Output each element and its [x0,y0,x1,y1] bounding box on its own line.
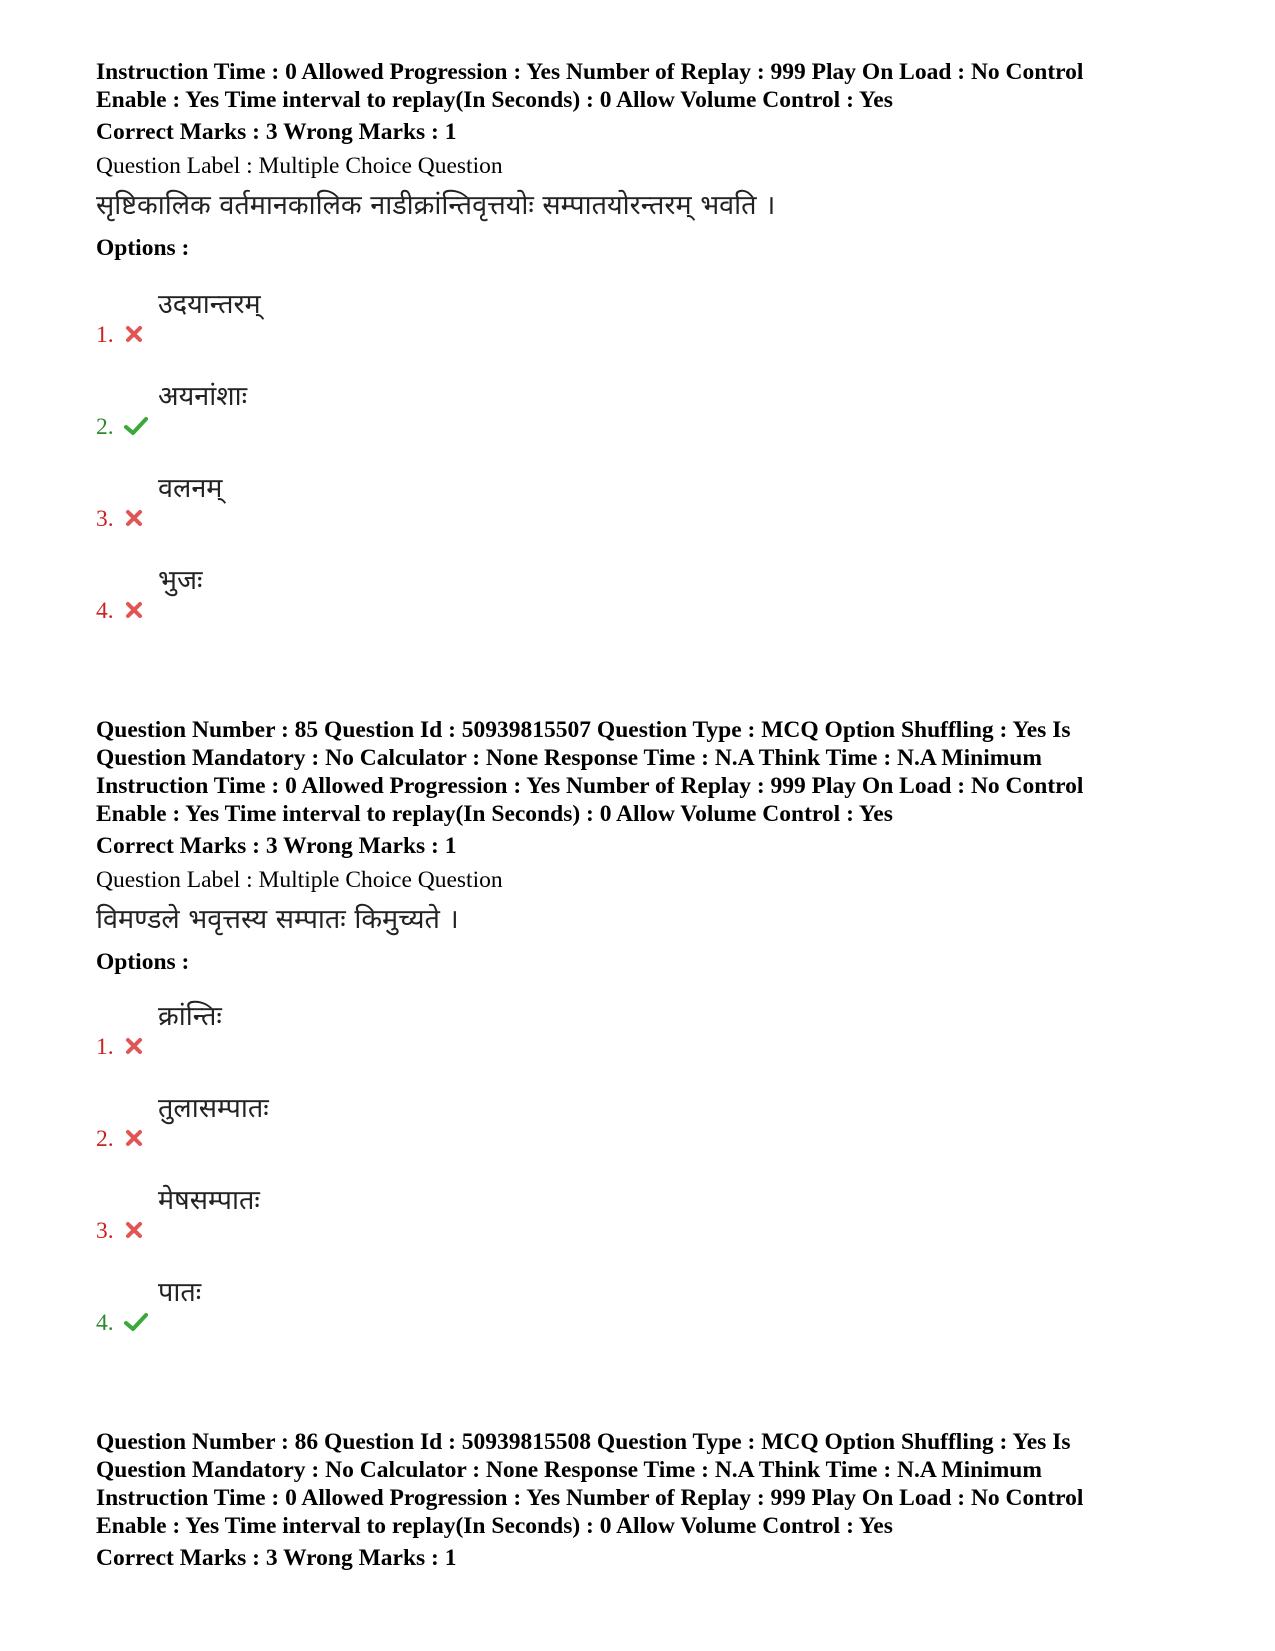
question-label: Question Label : Multiple Choice Question [96,867,503,893]
option-text: तुलासम्पातः [158,1093,269,1124]
option-text: वलनम् [158,473,223,504]
option-3 [96,1184,696,1244]
marks-line: Correct Marks : 3 Wrong Marks : 1 [96,833,457,859]
option-number: 1. [96,322,114,348]
check-icon [124,1312,148,1332]
marks-line: Correct Marks : 3 Wrong Marks : 1 [96,119,457,145]
option-4 [96,564,696,624]
options-title: Options : [96,949,190,975]
cross-icon [124,600,144,620]
cross-icon [124,508,144,528]
option-number: 2. [96,414,114,440]
option-text: भुजः [158,565,203,596]
question-meta-line: Question Number : 85 Question Id : 50939815507 Question Type : MCQ Option Shuffling : Yes Is [96,717,1071,743]
option-number: 3. [96,1218,114,1244]
question-meta-line: Instruction Time : 0 Allowed Progression : Yes Number of Replay : 999 Play On Load : No Control [96,773,1084,799]
question-text: विमण्डले भवृत्तस्य सम्पातः किमुच्यते । [96,904,459,935]
question-label: Question Label : Multiple Choice Question [96,153,503,179]
question-meta-line: Question Mandatory : No Calculator : None Response Time : N.A Think Time : N.A Minimum [96,1457,1042,1483]
option-1 [96,288,696,348]
check-icon [124,416,148,436]
cross-icon [124,1128,144,1148]
cross-icon [124,324,144,344]
option-text: अयनांशाः [158,381,248,412]
question-text: सृष्टिकालिक वर्तमानकालिक नाडीक्रांन्तिवृत्तयोः सम्पातयोरन्तरम् भवति । [96,190,776,221]
option-number: 1. [96,1034,114,1060]
question-meta-line: Enable : Yes Time interval to replay(In Seconds) : 0 Allow Volume Control : Yes [96,1513,893,1539]
option-text: मेषसम्पातः [158,1185,260,1216]
option-number: 3. [96,506,114,532]
options-title: Options : [96,235,190,261]
option-4 [96,1276,696,1336]
question-block-85 [96,716,1196,976]
marks-line: Correct Marks : 3 Wrong Marks : 1 [96,1545,457,1571]
option-2 [96,380,696,440]
option-text: पातः [158,1277,202,1308]
option-number: 4. [96,1310,114,1336]
question-meta-line: Instruction Time : 0 Allowed Progression : Yes Number of Replay : 999 Play On Load : No Control [96,59,1084,85]
cross-icon [124,1220,144,1240]
question-meta-line: Instruction Time : 0 Allowed Progression : Yes Number of Replay : 999 Play On Load : No Control [96,1485,1084,1511]
question-meta-line: Question Number : 86 Question Id : 50939815508 Question Type : MCQ Option Shuffling : Yes Is [96,1429,1071,1455]
option-1 [96,1000,696,1060]
option-number: 2. [96,1126,114,1152]
question-block-84 [96,58,1196,262]
option-text: क्रांन्तिः [158,1001,222,1032]
question-block-86 [96,1428,1196,1572]
option-text: उदयान्तरम् [158,289,261,320]
question-meta-line: Enable : Yes Time interval to replay(In Seconds) : 0 Allow Volume Control : Yes [96,87,893,113]
question-meta-line: Question Mandatory : No Calculator : None Response Time : N.A Think Time : N.A Minimum [96,745,1042,771]
option-3 [96,472,696,532]
question-meta-line: Enable : Yes Time interval to replay(In Seconds) : 0 Allow Volume Control : Yes [96,801,893,827]
option-2 [96,1092,696,1152]
option-number: 4. [96,598,114,624]
cross-icon [124,1036,144,1056]
